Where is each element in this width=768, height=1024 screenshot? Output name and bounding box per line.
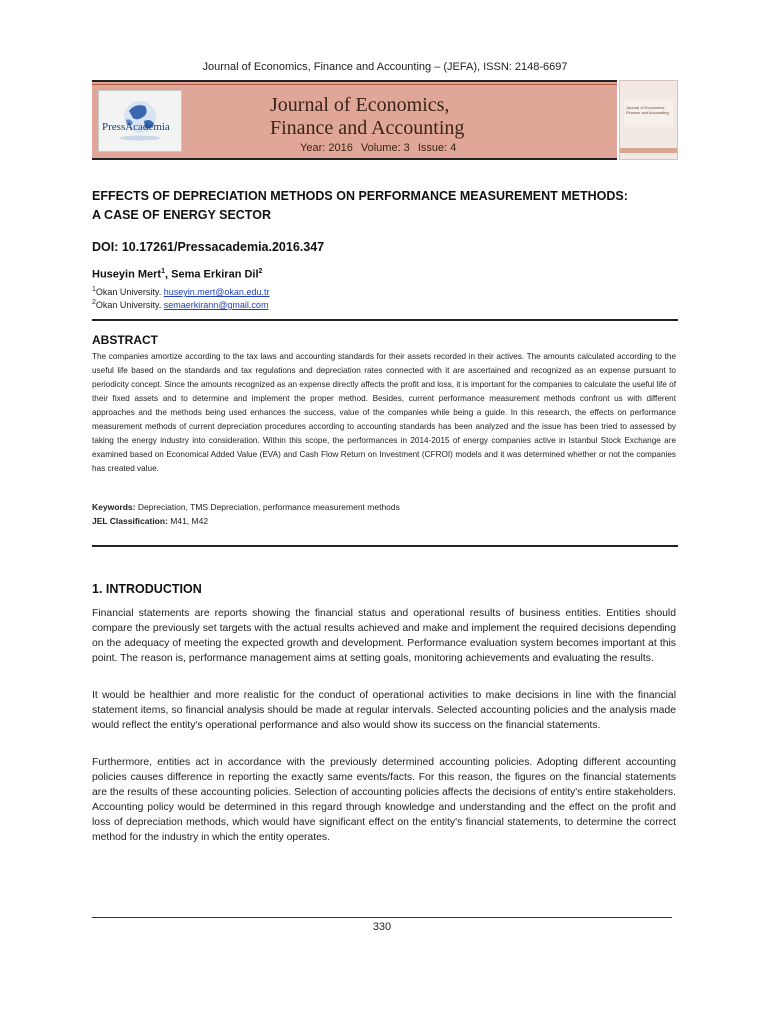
paragraph: Financial statements are reports showing the financial status and operational results of business entities. Entities should compare the previously set targets with the actual results achieved and make and implement the required decisions depending on the adequacy of meeting the expected growth and development. Performance evaluation system becomes important at this point. The reason is, performance management aims at setting goals, monitoring achievements and evaluating the results. — [92, 608, 676, 664]
cover-text: Journal of Economics, Finance and Accounting — [626, 105, 669, 115]
keywords-text: Depreciation, TMS Depreciation, performance measurement methods — [135, 502, 400, 512]
journal-title — [270, 94, 464, 140]
section-heading: 1. INTRODUCTION — [92, 582, 202, 596]
paper-title-line2: A CASE OF ENERGY SECTOR — [92, 208, 271, 222]
paragraph: Furthermore, entities act in accordance with the previously determined accounting policies. Adopting different accounting policies causes difference in reporting the exactly same events/facts. For this reason, the figures on the financial statements are the results of these accounting policies. Selection of accounting policies affects the decisions of entity's entire stakeholders. Accounting policy would be determined in this regard through knowledge and understanding and the effect on the profit and loss of depreciation methods, which would have significant effect on the entity's financial statements, to determine the correct method for the industry in which the entity operates. — [92, 757, 677, 843]
issue-number: Issue: 4 — [417, 142, 457, 154]
author-email-link[interactable]: huseyin.mert@okan.edu.tr — [163, 287, 270, 297]
author-email-link[interactable]: semaerkirann@gmail.com — [163, 300, 269, 310]
cover-strip — [620, 148, 677, 153]
affiliation-2 — [92, 299, 268, 310]
affiliation-text: Okan University. — [95, 300, 164, 310]
jel-text: M41, M42 — [167, 516, 209, 526]
divider — [92, 319, 678, 321]
footer-rule — [92, 917, 672, 918]
journal-title-line2: Finance and Accounting — [270, 117, 465, 139]
jel-label: JEL Classification: — [92, 516, 168, 526]
author-separator: , — [164, 268, 172, 281]
jel-classification — [92, 516, 208, 526]
affiliation-mark: 1 — [92, 286, 96, 293]
journal-cover-thumbnail — [619, 80, 678, 160]
journal-title-line1: Journal of Economics, — [270, 94, 450, 116]
affiliation-1 — [92, 286, 269, 297]
issue-info — [300, 142, 461, 154]
author-name: Sema Erkiran Dil — [171, 268, 259, 281]
affiliation-text: Okan University. — [95, 287, 164, 297]
issue-volume: Volume: 3 — [360, 142, 410, 154]
author-name: Huseyin Mert — [92, 268, 162, 281]
page-number: 330 — [372, 921, 392, 933]
doi: DOI: 10.17261/Pressacademia.2016.347 — [92, 240, 325, 254]
pressacademia-logo — [98, 90, 182, 152]
author-line — [92, 268, 262, 281]
keywords — [92, 502, 400, 512]
running-head: Journal of Economics, Finance and Accounting – (JEFA), ISSN: 2148-6697 — [202, 61, 568, 73]
paper-title-line1: EFFECTS OF DEPRECIATION METHODS ON PERFORMANCE MEASUREMENT METHODS: — [92, 189, 628, 203]
issue-year: Year: 2016 — [300, 142, 353, 154]
paragraph: It would be healthier and more realistic for the conduct of operational activities to make decisions in line with the financial statement items, so financial analysis should be made at regular intervals. Selected accounting policies and the analysis made would reflect the entity's operational performance and also would show its success on the financial statements. — [92, 690, 676, 731]
banner-accent-line — [92, 84, 617, 85]
abstract-heading: ABSTRACT — [92, 333, 158, 347]
author-affiliation-mark: 2 — [258, 268, 263, 275]
divider — [92, 545, 678, 547]
abstract-body: The companies amortize according to the tax laws and accounting standards for their assets recorded in their actives. The amounts calculated according to the useful life based on the standards and tax regulations and depreciation rates connected with it are ascertained and recognized as an expense pursuant to periodicity concept. Since the amounts recognized as an expense directly affects the profit and loss, it is important for the companies to calculate the useful life of their fixed assets and to determine and implement the proper method. Besides, current performance measurement methods confront us with different approaches and the methods being used enhances the success, value of the companies while being a guide. In this research, the effects on performance measurement methods of current depreciation procedures according to accounting standards has been analyzed and the issue has been tried to assessed by taking the energy industry into consideration. Within this scope, the performances in 2014-2015 of energy companies active in Istanbul Stock Exchange are examined based on Economical Added Value (EVA) and Cash Flow Return on Investment (CFROI) models and it was determined whether or not the companies has created value. — [92, 352, 676, 473]
keywords-label: Keywords: — [92, 502, 136, 512]
affiliation-mark: 2 — [92, 299, 96, 306]
logo-text: PressAcademia — [102, 121, 170, 133]
paper-title — [92, 187, 682, 225]
journal-banner — [92, 80, 617, 160]
author-affiliation-mark: 1 — [161, 268, 165, 275]
